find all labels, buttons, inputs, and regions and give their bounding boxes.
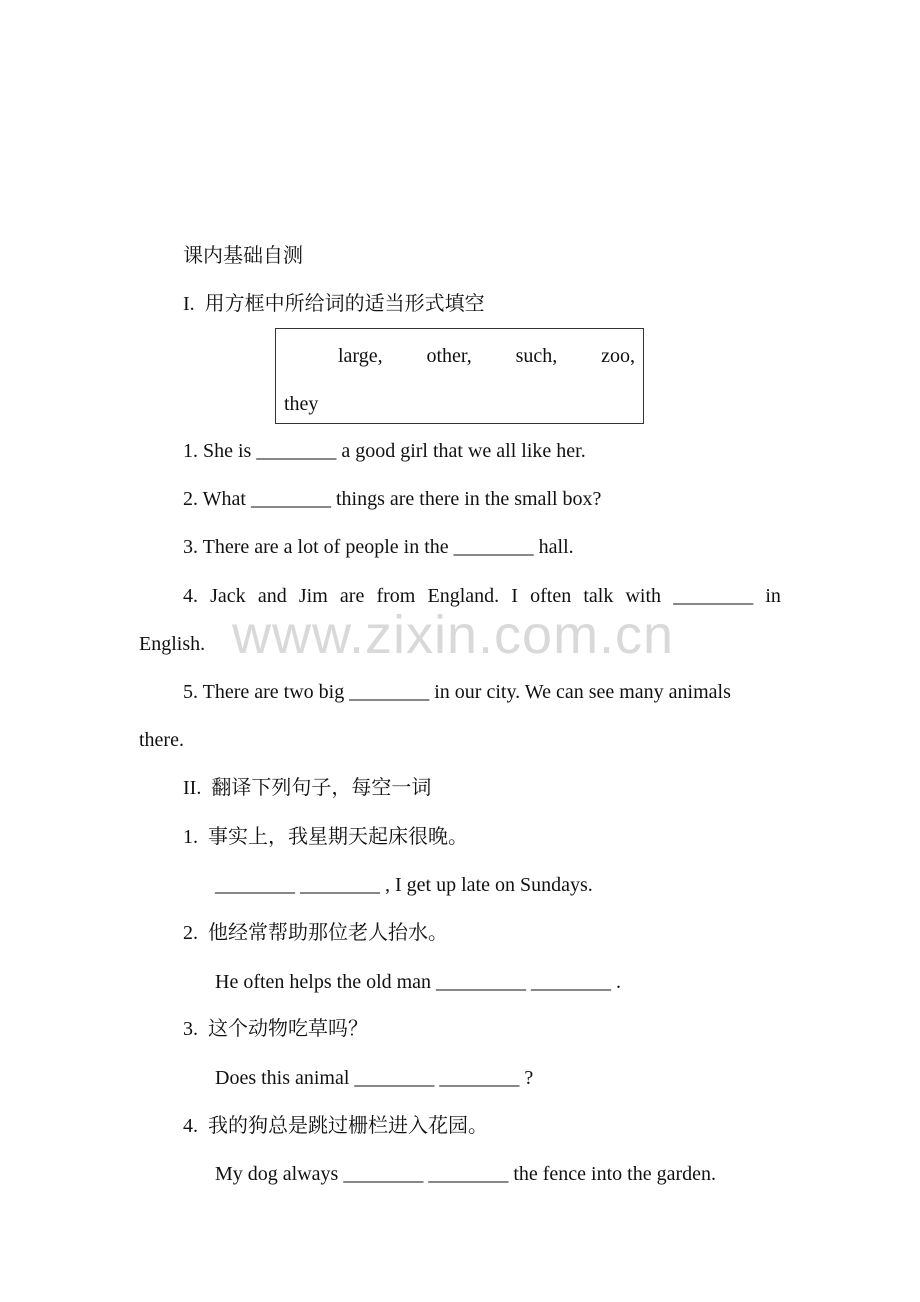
- q4-word: Jim: [298, 585, 328, 607]
- q4-word: I: [511, 585, 518, 607]
- q4-blank: ________: [673, 585, 754, 607]
- section-title: 课内基础自测: [183, 245, 303, 267]
- q4-word: are: [339, 585, 365, 607]
- translation-2-english: He often helps the old man _________ ________ .: [215, 971, 622, 993]
- question-1: 1. She is ________ a good girl that we all like her.: [183, 440, 586, 462]
- word-other: other,: [426, 345, 472, 367]
- question-5-continued: there.: [139, 729, 184, 751]
- translation-1-english: ________ ________ , I get up late on Sundays.: [215, 874, 593, 896]
- question-4: [183, 584, 781, 608]
- word-box-row1: [338, 344, 635, 368]
- question-4-continued: English.: [139, 633, 206, 655]
- part2-heading: II. 翻译下列句子，每空一词: [183, 777, 432, 799]
- q4-word: and: [257, 585, 287, 607]
- q4-word: 4.: [183, 585, 198, 607]
- translation-1-chinese: 1. 事实上，我星期天起床很晚。: [183, 826, 468, 848]
- translation-2-chinese: 2. 他经常帮助那位老人抬水。: [183, 922, 448, 944]
- q4-word: talk: [583, 585, 614, 607]
- translation-3-chinese: 3. 这个动物吃草吗？: [183, 1018, 368, 1040]
- word-they: they: [284, 393, 319, 415]
- translation-3-english: Does this animal ________ ________ ?: [215, 1067, 534, 1089]
- q4-word: often: [530, 585, 572, 607]
- q4-word: from: [376, 585, 416, 607]
- translation-4-chinese: 4. 我的狗总是跳过栅栏进入花园。: [183, 1115, 488, 1137]
- q4-word: England.: [427, 585, 500, 607]
- q4-word: in: [765, 585, 781, 607]
- question-5: 5. There are two big ________ in our city. We can see many animals: [183, 681, 731, 703]
- word-such: such,: [515, 345, 558, 367]
- question-2: 2. What ________ things are there in the small box?: [183, 488, 602, 510]
- watermark: www.zixin.com.cn: [232, 605, 675, 665]
- q4-word: Jack: [210, 585, 246, 607]
- q4-word: with: [625, 585, 662, 607]
- translation-4-english: My dog always ________ ________ the fence into the garden.: [215, 1163, 717, 1185]
- word-large: large,: [338, 345, 383, 367]
- word-box: [275, 328, 644, 424]
- word-zoo: zoo,: [601, 345, 635, 367]
- part1-heading: I. 用方框中所给词的适当形式填空: [183, 293, 485, 315]
- question-3: 3. There are a lot of people in the ________ hall.: [183, 536, 574, 558]
